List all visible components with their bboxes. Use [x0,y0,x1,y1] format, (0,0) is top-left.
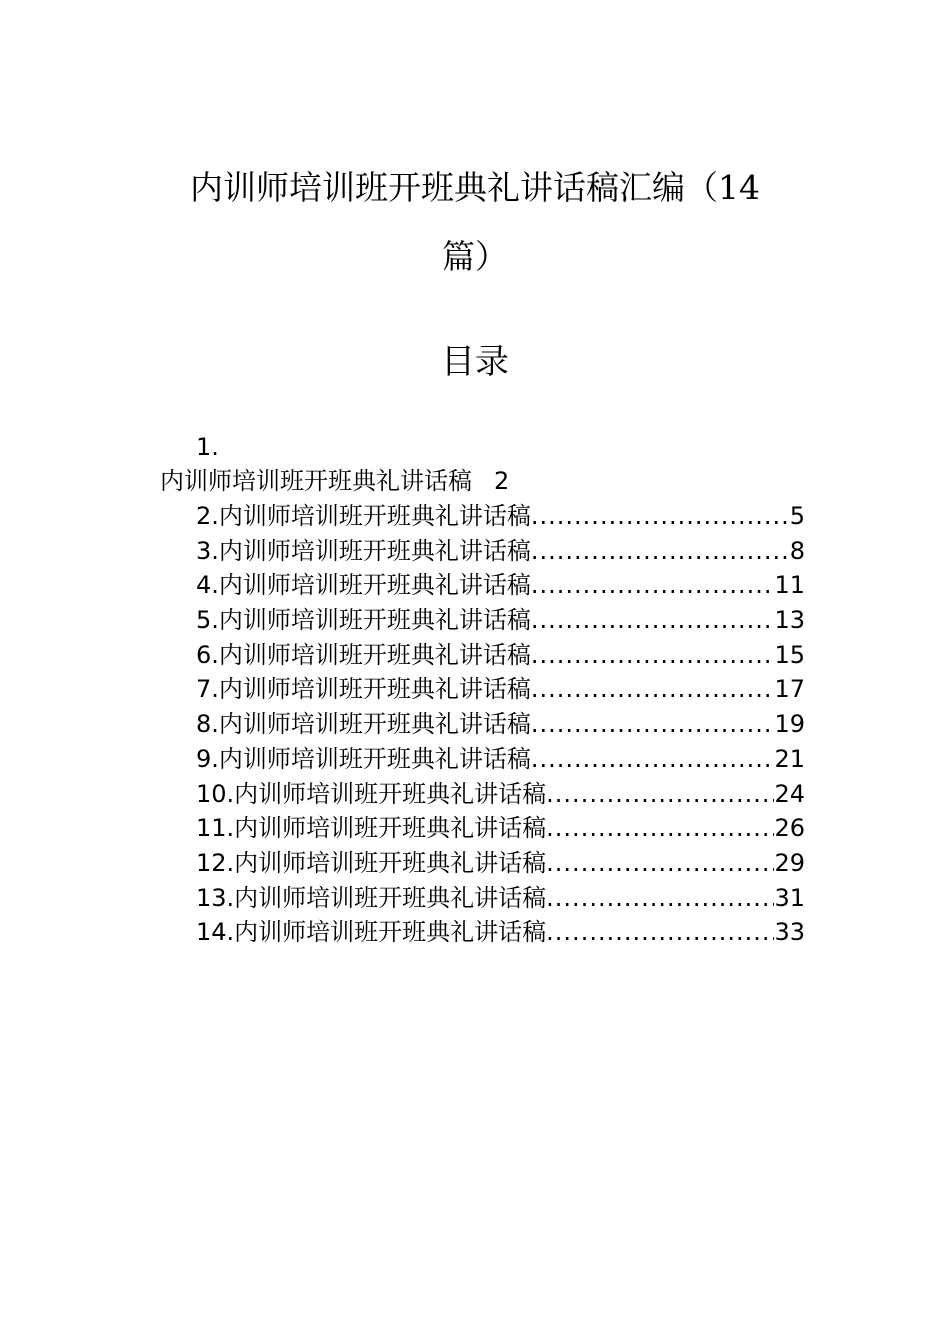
toc-dot-leader [546,915,774,950]
toc-entry-page: 13 [774,606,805,635]
toc-entry[interactable] [196,499,805,534]
toc-entry-label [196,881,546,916]
toc-dot-leader [546,881,774,916]
document-title-line-1: 内训师培训班开班典礼讲话稿汇编（14 [190,168,760,207]
toc-entry-label [196,603,531,638]
toc-entry-page: 33 [774,918,805,947]
toc-entry-title: 内训师培训班开班典礼讲话稿 [234,779,547,808]
toc-dot-leader [531,672,775,707]
toc-entry-number: 7. [196,675,219,704]
toc-entry-title: 内训师培训班开班典礼讲话稿 [218,710,531,739]
toc-entry-number: 6. [196,640,219,669]
toc-entry[interactable] [196,846,805,881]
toc-entry-label [196,534,531,569]
toc-dot-leader [531,499,790,534]
toc-dot-leader [531,534,790,569]
toc-entry-page: 15 [774,640,805,669]
toc-entry-number: 8. [196,710,219,739]
toc-entry[interactable] [196,881,805,916]
toc-dot-leader [546,777,774,812]
toc-list [196,499,805,950]
toc-entry-label [196,499,531,534]
toc-entry-page: 24 [774,779,805,808]
toc-entry[interactable] [196,603,805,638]
toc-entry-1[interactable] [160,464,509,498]
toc-dot-leader [531,568,775,603]
toc-entry-label [196,568,531,603]
document-title-line-2: 篇） [442,237,508,276]
toc-entry[interactable] [196,777,805,812]
toc-entry-label [196,707,531,742]
toc-entry-1-number: 1. [196,433,219,461]
toc-entry-number: 4. [196,571,219,600]
toc-entry-number: 2. [196,502,219,530]
toc-entry[interactable] [196,672,805,707]
toc-entry-page: 21 [774,744,805,773]
toc-entry-title: 内训师培训班开班典礼讲话稿 [234,918,547,947]
toc-entry-number: 13. [196,883,235,912]
toc-entry[interactable] [196,915,805,950]
toc-entry-page: 5 [789,502,805,530]
toc-entry-page: 8 [789,536,805,565]
toc-entry[interactable] [196,568,805,603]
toc-entry-title: 内训师培训班开班典礼讲话稿 [218,606,531,635]
toc-entry-1-page: 2 [494,467,510,495]
toc-entry-title: 内训师培训班开班典礼讲话稿 [234,848,547,877]
toc-entry-label [196,915,546,950]
toc-entry[interactable] [196,707,805,742]
toc-dot-leader [546,811,774,846]
toc-entry-page: 31 [774,883,805,912]
toc-entry-number: 10. [196,779,235,808]
toc-entry-page: 26 [774,814,805,843]
toc-entry-page: 17 [774,675,805,704]
toc-dot-leader [546,846,774,881]
toc-entry-1-title: 内训师培训班开班典礼讲话稿 [160,467,472,495]
toc-entry-page: 19 [774,710,805,739]
toc-entry-number: 5. [196,606,219,635]
toc-entry-title: 内训师培训班开班典礼讲话稿 [218,571,531,600]
toc-entry-title: 内训师培训班开班典礼讲话稿 [218,744,531,773]
toc-entry-title: 内训师培训班开班典礼讲话稿 [218,640,531,669]
toc-entry-title: 内训师培训班开班典礼讲话稿 [218,675,531,704]
toc-entry[interactable] [196,638,805,673]
toc-entry-label [196,638,531,673]
toc-entry-number: 12. [196,848,235,877]
toc-entry-page: 29 [774,848,805,877]
toc-dot-leader [531,707,775,742]
toc-entry-label [196,811,546,846]
toc-entry-label [196,672,531,707]
toc-entry-label [196,846,546,881]
toc-entry-label [196,742,531,777]
toc-entry-label [196,777,546,812]
toc-entry[interactable] [196,811,805,846]
toc-entry-title: 内训师培训班开班典礼讲话稿 [218,536,531,565]
toc-entry-number: 9. [196,744,219,773]
toc-entry-number: 11. [196,814,235,843]
toc-entry-title: 内训师培训班开班典礼讲话稿 [218,502,531,530]
toc-dot-leader [531,638,775,673]
toc-entry-title: 内训师培训班开班典礼讲话稿 [234,883,547,912]
toc-entry-number: 3. [196,536,219,565]
toc-entry-number: 14. [196,918,235,947]
toc-entry[interactable] [196,534,805,569]
toc-heading: 目录 [441,342,509,382]
toc-entry[interactable] [196,742,805,777]
toc-entry-title: 内训师培训班开班典礼讲话稿 [234,814,547,843]
toc-dot-leader [531,603,775,638]
toc-entry-page: 11 [774,571,805,600]
toc-dot-leader [531,742,775,777]
